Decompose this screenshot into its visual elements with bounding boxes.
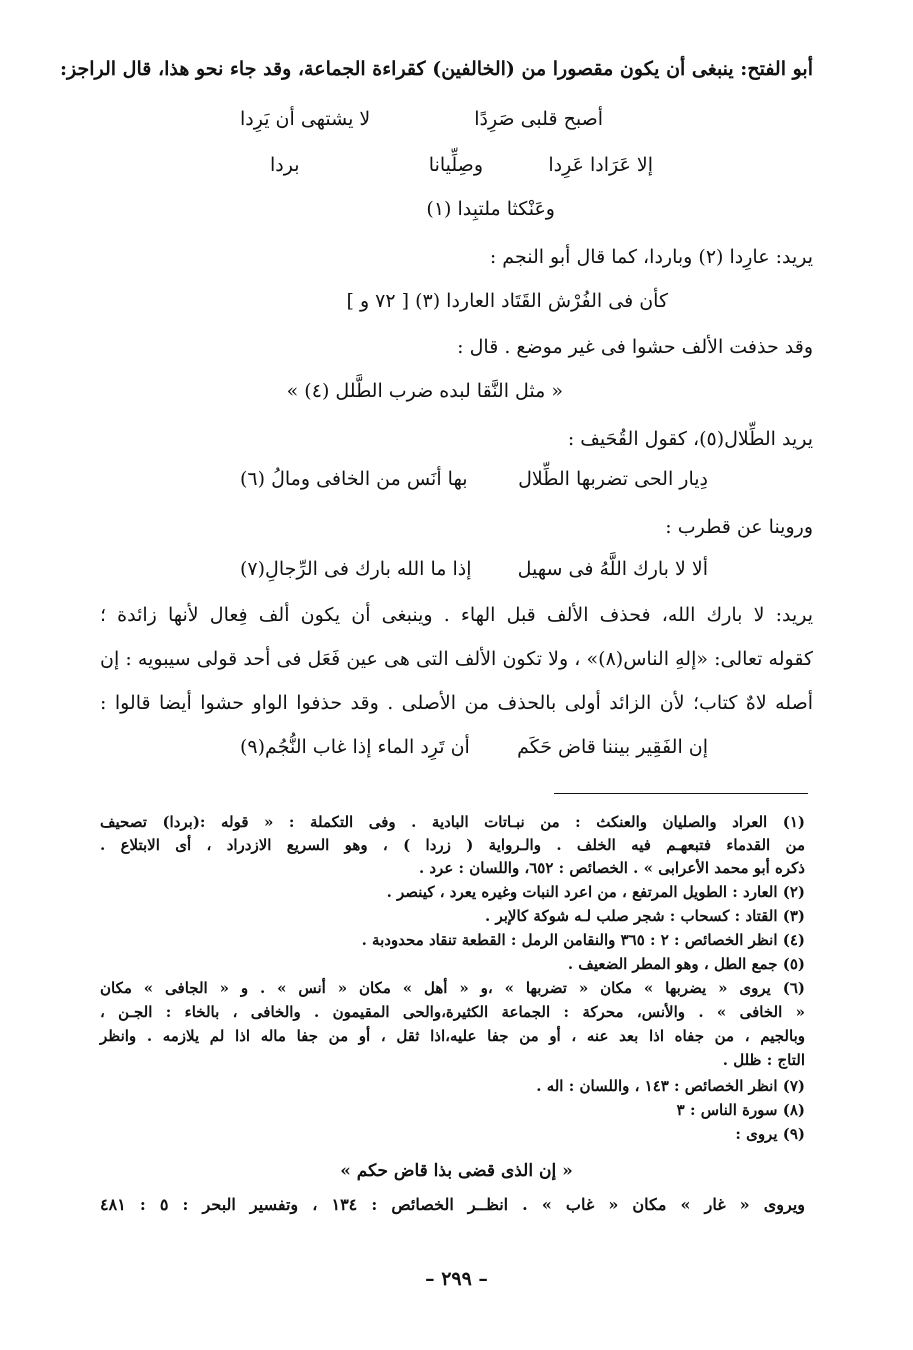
verse-2-part-2: وصِلِّيانا <box>428 154 483 176</box>
verse-1-second-hemistich: لا يشتهى أن يَرِدا <box>240 108 371 130</box>
footnote-line: من القدماء فتبعهـم فيه الخلف . والـرواية ( زردا ) ، وهو السريع الازدراد ، أى الابتلاع . <box>100 836 805 854</box>
verse-6-first-hemistich: دِيار الحى تضربها الطِّلال <box>518 468 708 490</box>
footnote-line: وبالجيم ، من جفاه اذا بعد عنه ، أو من جفا عليه،اذا ثقل ، أو من جفا ماله اذا لم يلازمه . وانظر <box>100 1027 805 1045</box>
body-line-2: يريد: عارِدا (٢) وباردا، كما قال أبو النجم : <box>489 246 813 268</box>
verse-5: « مثل النَّقا لبده ضرب الطَّلل (٤) » <box>286 380 563 402</box>
body-line-3: وقد حذفت الألف حشوا فى غير موضع . قال : <box>457 336 813 358</box>
verse-7-first-hemistich: ألا لا بارك اللَّهُ فى سهيل <box>517 558 708 580</box>
footnote-separator <box>554 793 808 794</box>
footnote-line: (٨) سورة الناس : ٣ <box>676 1101 805 1119</box>
verse-6-second-hemistich: بها أنَس من الخافى ومالُ (٦) <box>240 468 468 490</box>
verse-7-second-hemistich: إذا ما الله بارك فى الرِّجالِ(٧) <box>240 558 472 580</box>
footnote-line: (٩) يروى : <box>735 1125 805 1143</box>
body-line-4: يريد الطِّلال(٥)، كقول القُحَيف : <box>567 428 813 450</box>
body-line-1: أبو الفتح: ينبغى أن يكون مقصورا من (الخالفين) كقراءة الجماعة، وقد جاء نحو هذا، قال الراجز: <box>60 58 813 80</box>
page-number: – ٢٩٩ – <box>425 1268 488 1290</box>
footnote-line: (٧) انظر الخصائص : ١٤٣ ، واللسان : اله . <box>536 1077 805 1095</box>
verse-2-part-3: بردا <box>270 154 300 176</box>
footnote-line: (٦) يروى « يضربها » مكان « تضربها » ،و « أهل » مكان « أنس » . و « الجافى » مكان <box>100 979 805 997</box>
footnote-line: التاج : ظلل . <box>722 1051 805 1069</box>
footnote-verse: « إن الذى قضى بذا قاض حكم » <box>340 1161 573 1181</box>
footnote-line: (٥) جمع الطل ، وهو المطر الضعيف . <box>567 955 805 973</box>
footnote-line: (٤) انظر الخصائص : ٢ : ٣٦٥ والنقامن الرمل : القطعة تنقاد محدودبة . <box>361 931 805 949</box>
body-line-5: وروينا عن قطرب : <box>665 516 813 538</box>
verse-8-first-hemistich: إن الفَقِير بيننا قاض حَكَم <box>517 736 708 758</box>
body-line-6: يريد: لا بارك الله، فحذف الألف قبل الهاء . وينبغى أن يكون ألف فِعال لأنها زائدة ؛ <box>100 604 813 626</box>
footnote-line: « الخافى » . والأنس، محركة : الجماعة الكثيرة،والحى المقيمون . والخافى ، بالخاء : الجـن ، <box>100 1003 805 1021</box>
verse-8-second-hemistich: أن تَرِد الماء إذا غاب النُّجُم(٩) <box>240 736 470 758</box>
footnote-last-line: ويروى « غار » مكان « غاب » . انظــر الخصائص : ١٣٤ ، وتفسير البحر : ٥ : ٤٨١ <box>100 1195 805 1214</box>
footnote-line: (٣) القتاد : كسحاب : شجر صلب لـه شوكة كالإبر . <box>485 907 805 925</box>
footnote-line: (١) العراد والصليان والعنكث : من نبـاتات البادية . وفى التكملة : « قوله :(بردا) تصحيف <box>100 813 805 831</box>
verse-3: وعَنْكثا ملتبِدا (١) <box>426 198 555 220</box>
verse-2-part-1: إلا عَرَادا عَرِدا <box>548 154 653 176</box>
footnote-line: (٢) العارد : الطويل المرتفع ، من اعرد النبات وغيره يعرد ، كينصر . <box>386 883 805 901</box>
verse-4: كأن فى الفُرْش القَتَاد العاردا (٣) [ ٧٢ و ] <box>346 290 668 312</box>
body-line-7: كقوله تعالى: «إلهِ الناس(٨)» ، ولا تكون الألف التى هى عين فَعَل فى أحد قولى سيبويه : إن <box>100 648 813 670</box>
body-line-8: أصله لاهٌ كتاب؛ لأن الزائد أولى بالحذف من الأصلى . وقد حذفوا الواو حشوا أيضا قالوا : <box>100 692 813 714</box>
verse-1-first-hemistich: أصبح قلبى صَرِدًا <box>474 108 603 130</box>
footnote-line: ذكره أبو محمد الأعرابى » . الخصائص : ٦٥٢، واللسان : عرد . <box>418 859 805 877</box>
